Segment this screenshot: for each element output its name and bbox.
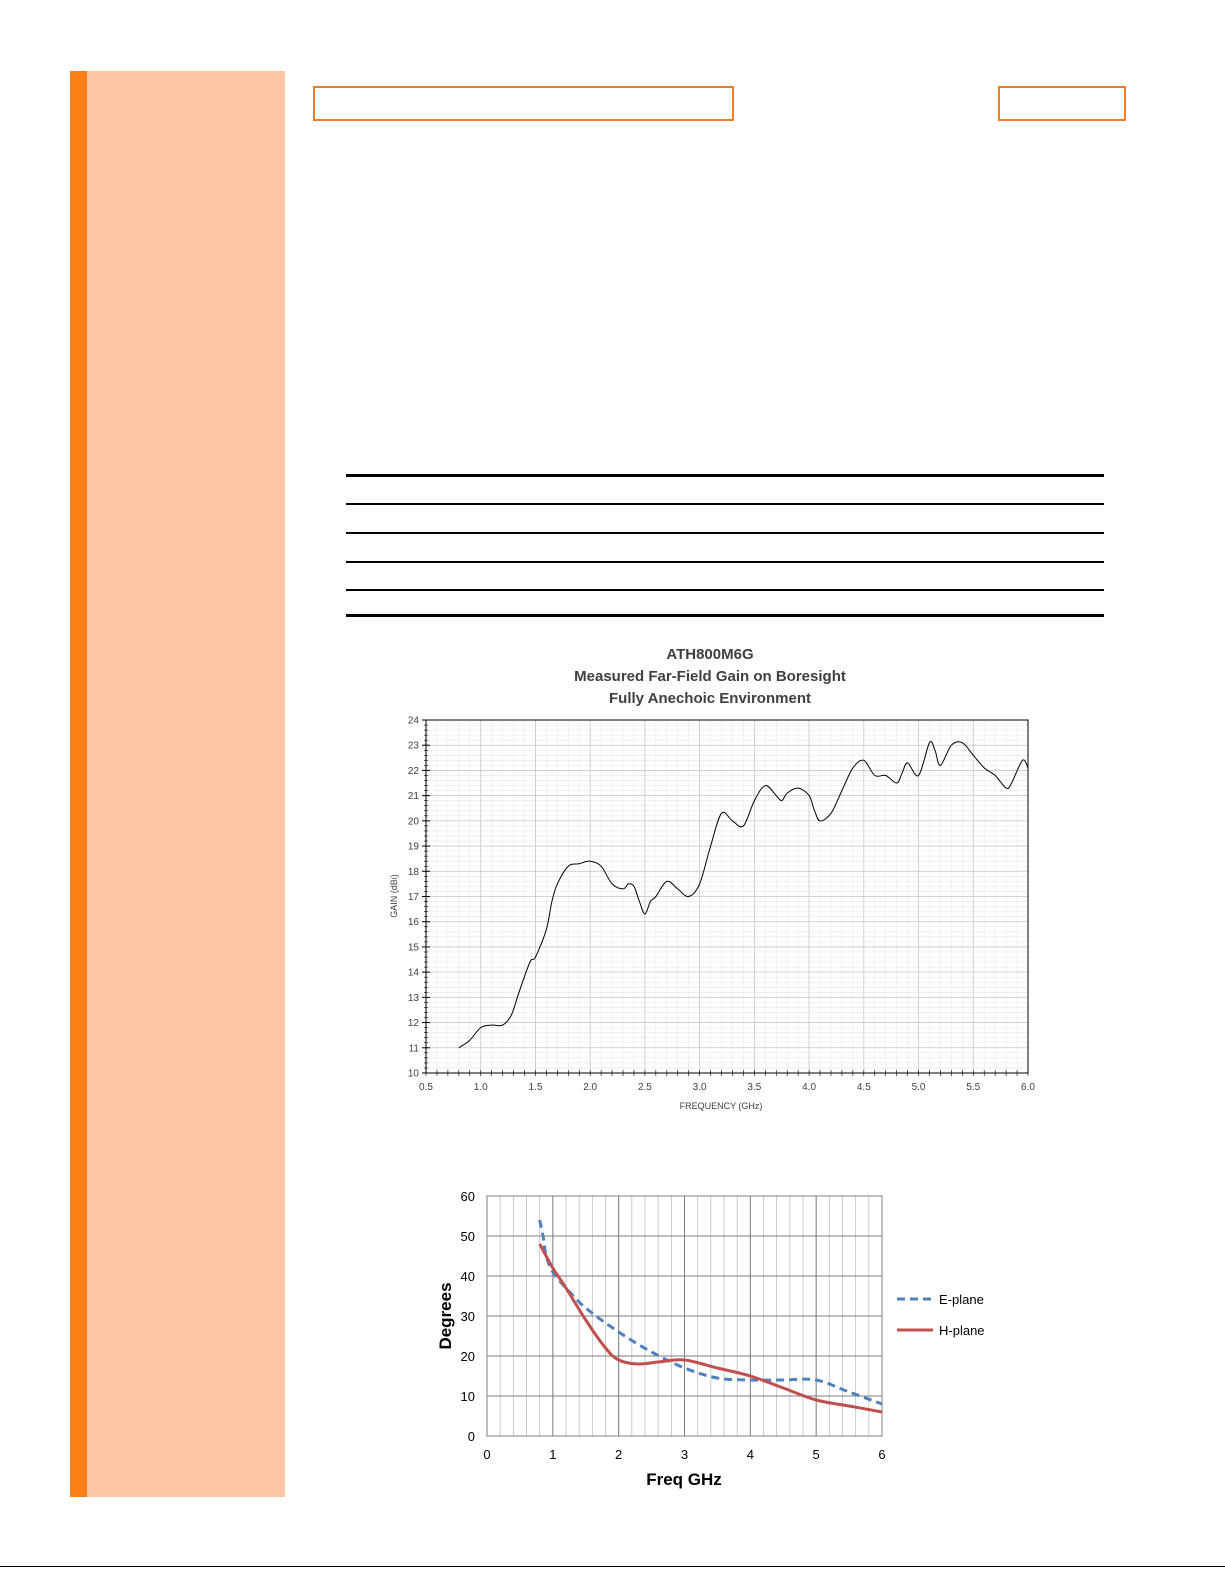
y-tick-label: 16 [407,917,419,929]
x-tick-label: 1 [549,1447,557,1462]
x-tick-label: 5 [812,1447,820,1462]
x-tick-label: 5.0 [911,1082,926,1093]
x-tick-label: 3.0 [692,1082,707,1093]
gain-chart-title-block [430,644,990,710]
y-tick-label: 0 [467,1429,475,1444]
gain-chart-subtitle-2: Fully Anechoic Environment [609,690,811,707]
y-tick-label: 20 [460,1349,475,1364]
gain-y-axis-label: GAIN (dBi) [389,874,399,918]
x-tick-label: 0.5 [419,1082,433,1093]
x-tick-label: 4.5 [856,1082,871,1093]
x-tick-label: 5.5 [966,1082,981,1093]
y-tick-label: 19 [407,841,419,853]
beamwidth-chart [425,1180,1025,1500]
table-rule-bottom [346,614,1104,617]
table-rule [346,589,1104,591]
y-tick-label: 40 [460,1269,475,1284]
y-tick-label: 10 [460,1389,475,1404]
y-tick-label: 22 [407,765,419,777]
beam-y-axis-label: Degrees [436,1282,455,1350]
x-tick-label: 3.5 [747,1082,762,1093]
x-tick-label: 6 [878,1447,886,1462]
y-tick-label: 50 [460,1229,475,1244]
legend-label-h-plane: H-plane [939,1323,985,1338]
gain-chart [380,712,1060,1122]
sidebar-panel [70,71,285,1497]
x-tick-label: 2.0 [583,1082,598,1093]
gain-x-axis-label: FREQUENCY (GHz) [679,1101,763,1111]
x-tick-label: 4.0 [802,1082,817,1093]
legend-label-e-plane: E-plane [939,1292,984,1307]
x-tick-label: 1.0 [473,1082,488,1093]
x-tick-label: 2 [615,1447,623,1462]
header-page-box [998,86,1126,121]
header-title-box [313,86,734,121]
sidebar-accent-stripe [70,71,87,1497]
x-tick-label: 2.5 [637,1082,652,1093]
y-tick-label: 17 [407,892,419,903]
x-tick-label: 4 [746,1447,754,1462]
y-tick-label: 21 [407,791,419,803]
beam-legend [897,1292,985,1338]
x-tick-label: 6.0 [1021,1082,1035,1093]
x-tick-label: 3 [680,1447,689,1462]
y-tick-label: 13 [407,992,419,1004]
gain-chart-title: ATH800M6G [666,646,754,663]
table-rule-top [346,474,1104,477]
y-tick-label: 14 [407,967,419,979]
beam-x-axis-label: Freq GHz [646,1470,722,1489]
gain-chart-subtitle: Measured Far-Field Gain on Boresight [574,668,846,685]
x-tick-label: 1.5 [528,1082,543,1093]
table-rule [346,561,1104,563]
y-tick-label: 23 [407,740,419,752]
footer-rule [0,1566,1225,1567]
y-tick-label: 60 [460,1189,475,1204]
y-tick-label: 20 [407,816,419,828]
y-tick-label: 11 [408,1043,419,1055]
y-tick-label: 30 [460,1309,475,1324]
table-rule [346,532,1104,534]
y-tick-label: 15 [407,942,419,954]
y-tick-label: 24 [407,715,419,727]
table-rule [346,503,1104,505]
y-tick-label: 10 [407,1068,419,1080]
x-tick-label: 0 [483,1447,491,1462]
y-tick-label: 18 [407,866,419,878]
y-tick-label: 12 [407,1018,419,1030]
